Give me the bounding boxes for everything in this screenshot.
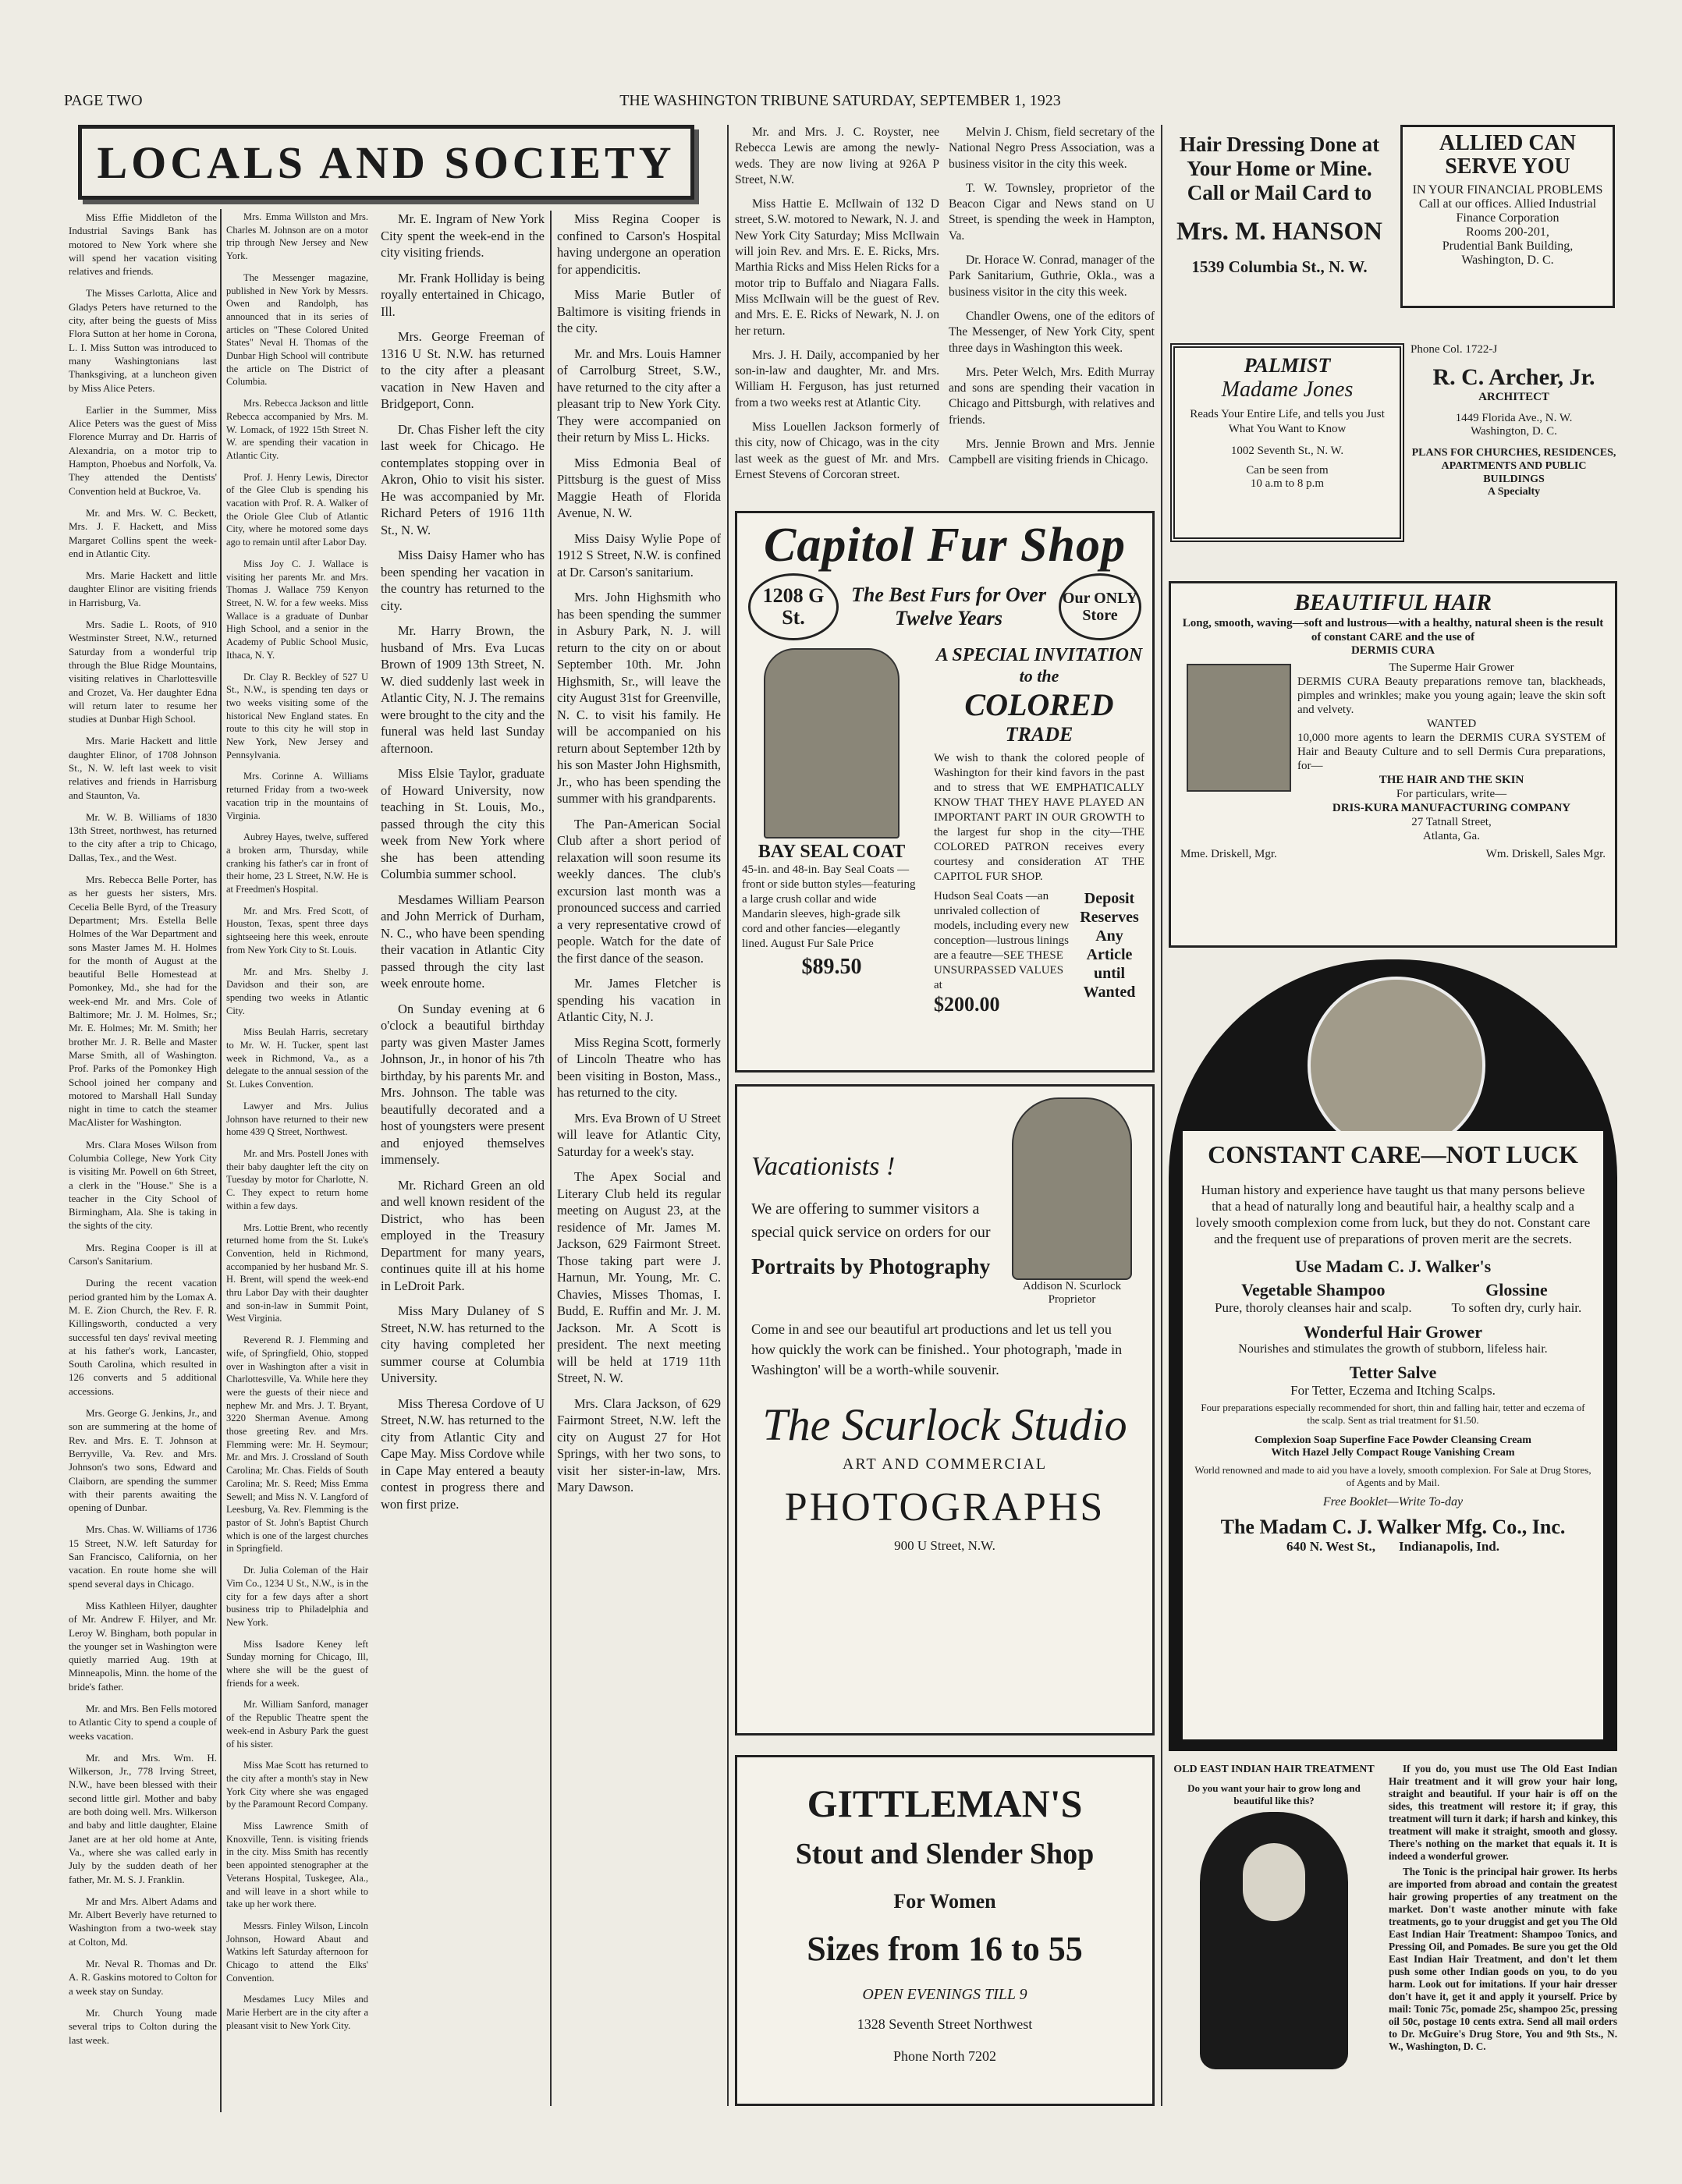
news-item: Mrs. Eva Brown of U Street will leave for Atlantic City, Saturday for a week's stay. [557, 1110, 721, 1159]
news-item: Miss Beulah Harris, secretary to Mr. W. H. Tucker, spent last week in Richmond, Va., as a delegate to the annual session of the St. Lukes Convention. [226, 1026, 368, 1090]
archer-phone: Phone Col. 1722-J [1411, 343, 1498, 356]
vacationists-heading: Vacationists ! [751, 1152, 896, 1181]
palmist-body: Reads Your Entire Life, and tells you Just What You Want to Know [1190, 408, 1385, 435]
news-item: Miss Edmonia Beal of Pittsburg is the guest of Miss Maggie Heath of Florida Avenue, N. W. [557, 455, 721, 520]
invitation-colored: COLORED [964, 687, 1114, 722]
news-item: Chandler Owens, one of the editors of The Messenger, of New York City, spent three days in Washington this week. [949, 309, 1155, 355]
news-item: Earlier in the Summer, Miss Alice Peters was the guest of Miss Florence Murray and Dr. Harris of Alexandria, on a motor trip to Hampton, Phoebus and Norfolk, Va. They attended the Dentists' Convention held at Buckroe, Va. [69, 403, 217, 497]
allied-ad [1400, 125, 1615, 308]
news-item: Mr. Frank Holliday is being royally entertained in Chicago, Ill. [381, 270, 545, 319]
dermis-cura-agents: 10,000 more agents to learn the DERMIS CURA SYSTEM of Hair and Beauty Culture and to sell Dermis Cura preparations, for— [1297, 732, 1606, 772]
news-item: Dr. Chas Fisher left the city last week for Chicago. He contemplates stopping over in Akron, Ohio to visit his sister. He was accompanied by Mr. Richard Peters of 1916 11th St., N. W. [381, 421, 545, 537]
news-item: Mr. and Mrs. Postell Jones with their baby daughter left the city on Tuesday by motor for Charlotte, N. C. They expect to return home within a few days. [226, 1148, 368, 1211]
palmist-ad [1170, 343, 1404, 542]
news-item: Mr. William Sanford, manager of the Republic Theatre spent the week-end in Asbury Park the guest of his sister. [226, 1699, 368, 1750]
news-item: Mr. Harry Brown, the husband of Mrs. Eva Lucas Brown of 1909 13th Street, N. W. died suddenly last week in Atlantic City, N. J. The remains were brought to the city and the funeral was held last Sunday afternoon. [381, 623, 545, 756]
news-item: Mrs. Marie Hackett and little daughter Elinor, of 1708 Johnson St., N. W. left last week to visit relatives and friends in Harrisburg and Staunton, Va. [69, 735, 217, 801]
dermis-cura-wanted: WANTED [1426, 718, 1477, 730]
hudson-description: Hudson Seal Coats —an unrivaled collection of models, including every new conception—lustrous linings are a feautre—SEE THESE UNSURPASSED VALUES at [934, 890, 1070, 991]
gittlemans-hours: OPEN EVENINGS TILL 9 [862, 1986, 1027, 2003]
news-item: On Sunday evening at 6 o'clock a beautiful birthday party was given Master James Johnson, Jr., in honor of his 7th birthday, by his parents Mr. and Mrs. Johnson. The table was beautifully decorated and a host of youngsters were present and enjoyed themselves immensely. [381, 1001, 545, 1167]
dermis-cura-body: DERMIS CURA Beauty preparations remove tan, blackheads, pimples and wrinkles; make you young again; leave the skin soft and velvety. [1297, 675, 1606, 716]
palmist-name: Madame Jones [1221, 378, 1354, 402]
news-item: Dr. Horace W. Conrad, manager of the Park Sanitarium, Guthrie, Okla., was a business visitor in the city this week. [949, 254, 1155, 299]
allied-title: ALLIED CAN SERVE YOU [1439, 131, 1577, 179]
news-item: Mrs. Chas. W. Williams of 1736 15 Street, N.W. left Saturday for San Francisco, California, on her vacation. En route home she will spend several days in Chicago. [69, 1523, 217, 1590]
news-item: Miss Regina Scott, formerly of Lincoln Theatre who has been visiting in Boston, Mass., has returned to the city. [557, 1034, 721, 1100]
news-item: Aubrey Hayes, twelve, suffered a broken arm, Thursday, while cranking his father's car in front of their home, 23 L Street, N.W. He is at Freedmen's Hospital. [226, 831, 368, 895]
hudson-price: $200.00 [934, 993, 1000, 1016]
long-hair-illustration [1200, 1812, 1348, 2069]
invitation-to: to the [1019, 666, 1059, 686]
news-item: Mr. W. B. Williams of 1830 13th Street, northwest, has returned to the city after a trip to Chicago, Dallas, Tex., and the West. [69, 810, 217, 863]
beautiful-hair-intro: Long, smooth, waving—soft and lustrous—with a healthy, natural sheen is the result of constant CARE and the use of [1182, 617, 1604, 644]
news-item: Prof. J. Henry Lewis, Director of the Glee Club is spending his vacation with Prof. R. A. Walker of the Oriole Glee Club of Atlantic City, where he motored some days ago to remain until after Labor Day. [226, 471, 368, 548]
news-item: Mr. Church Young made several trips to Colton during the last week. [69, 2006, 217, 2046]
dermis-cura-particulars: For particulars, write— [1396, 788, 1507, 800]
walker-address: 640 N. West St., [1286, 1539, 1375, 1554]
east-indian-question: Do you want your hair to grow long and beautiful like this? [1187, 1782, 1361, 1806]
gittlemans-title: GITTLEMAN'S [807, 1782, 1083, 1825]
east-indian-title: OLD EAST INDIAN HAIR TREATMENT [1173, 1764, 1375, 1775]
news-item: Miss Joy C. J. Wallace is visiting her parents Mr. and Mrs. Thomas J. Wallace 759 Kenyon Street, N. W. for a few weeks. Miss Wallace is a graduate of Dunbar High School, and a senior in the Academy of Public School Music, Ithaca, N. Y. [226, 558, 368, 661]
dermis-cura-city: Atlanta, Ga. [1423, 830, 1480, 842]
news-item: Miss Louellen Jackson formerly of this city, now of Chicago, was in the city last week as the guest of Mr. and Mrs. Ernest Stevens of Corcoran street. [735, 420, 939, 481]
dermis-cura-company: DRIS-KURA MANUFACTURING COMPANY [1332, 802, 1571, 814]
news-item: Mrs. Clara Jackson, of 629 Fairmont Street, N.W. left the city on August 27 for Hot Springs, with her two sons, to visit her sister-in-law, Mrs. Mary Dawson. [557, 1395, 721, 1494]
walker-body: Human history and experience have taught us that many persons believe that a head of naturally long and beautiful hair, a healthy scalp and a lovely smooth complexion come from luck, but they do not. Constant care and the frequent use of preparations of proven merit are the secrets. [1195, 1182, 1591, 1246]
fur-shop-title: Capitol Fur Shop [764, 519, 1126, 572]
fur-shop-slogan: The Best Furs for Over Twelve Years [851, 583, 1046, 629]
news-item: Mesdames Lucy Miles and Marie Herbert are in the city after a pleasant visit to New York City. [226, 1994, 368, 2031]
hanson-address: 1539 Columbia St., N. W. [1191, 257, 1368, 276]
palmist-hours: 10 a.m to 8 p.m [1250, 477, 1325, 490]
archer-address: 1449 Florida Ave., N. W. [1455, 412, 1573, 424]
capitol-fur-shop-ad [735, 511, 1155, 1072]
news-item: Mr. James Fletcher is spending his vacation in Atlantic City, N. J. [557, 976, 721, 1024]
walker-glossine-desc: To soften dry, curly hair. [1451, 1300, 1582, 1315]
archer-plans: PLANS FOR CHURCHES, RESIDENCES, APARTMENTS AND PUBLIC BUILDINGS [1411, 447, 1616, 485]
palmist-address: 1002 Seventh St., N. W. [1230, 445, 1344, 457]
walker-grower: Wonderful Hair Grower [1304, 1322, 1482, 1342]
walker-four: Four preparations especially recommended for short, thin and falling hair, tetter and eczema of the scalp. Sent as trial treatment for $1.50. [1201, 1402, 1585, 1426]
east-indian-body: If you do, you must use The Old East Indian Hair treatment and it will grow your hair long, straight and beautiful. If your hair is off on the sides, this treatment will restore it; if gray, this treatment will turn it dark; if harsh and kinkey, this treatment will make it straight, smooth and glossy. There's nothing on the market that equals it. It is indeed a wonderful grower. [1389, 1763, 1617, 1862]
gittlemans-for: For Women [893, 1890, 996, 1913]
driskell-portrait [1187, 664, 1291, 792]
invitation-headline: A SPECIAL INVITATION [935, 645, 1143, 665]
news-item: Mrs. Emma Willston and Mrs. Charles M. Johnson are on a motor trip through New Jersey and New York. [226, 211, 368, 262]
news-item: Mrs. Corinne A. Williams returned Friday from a two-week vacation trip in the mountains of Virginia. [226, 771, 368, 821]
dermis-cura-street: 27 Tatnall Street, [1411, 816, 1492, 828]
madam-walker-portrait [1308, 977, 1485, 1154]
walker-glossine: Glossine [1485, 1280, 1548, 1299]
walker-company: The Madam C. J. Walker Mfg. Co., Inc. [1220, 1516, 1566, 1538]
studio-photographs: PHOTOGRAPHS [784, 1485, 1105, 1530]
news-item: Miss Isadore Keney left Sunday morning for Chicago, Ill, where she will be the guest of friends for a week. [226, 1638, 368, 1689]
dermis-cura-tagline: The Superme Hair Grower [1389, 661, 1514, 674]
news-item: Miss Kathleen Hilyer, daughter of Mr. Andrew F. Hilyer, and Mr. Leroy W. Bingham, both popular in the younger set in Washington were quietly married Aug. 19th at Minneapolis, Minn. the home of the bride's father. [69, 1599, 217, 1693]
hanson-name: Mrs. M. HANSON [1176, 218, 1382, 246]
archer-ad [1411, 343, 1617, 542]
allied-building: Prudential Bank Building, [1442, 239, 1574, 253]
allied-sub: IN YOUR FINANCIAL PROBLEMS [1412, 183, 1603, 197]
scurlock-intro: We are offering to summer visitors a special quick service on orders for our [751, 1200, 991, 1241]
news-item: Dr. Clay R. Beckley of 527 U St., N.W., is spending ten days or two weeks visiting some of the historical New England states. En route to this city he will stop in New York, New Jersey and Pennsylvania. [226, 671, 368, 760]
news-item: Mr. and Mrs. Wm. H. Wilkerson, Jr., 778 Irving Street, N.W., have been blessed with their second little girl. Mother and baby are both doing well. Mrs. Wilkerson and baby and little daughter, Elaine Janet are at her old home at Ante, Va., where she was called early in July by the sudden death of her father, Mr. M. S. J. Franklin. [69, 1751, 217, 1885]
news-item: Mrs. John Highsmith who has been spending the summer in Asbury Park, N. J. will return to the city on or about September 10th. Mr. John Highsmith, Sr., will leave the city August 31st for Greenville, N. C. to visit his family. He will be accompanied on his return about September 12th by his son Master John Highsmith, Jr., who has been spending the summer with his grandparents. [557, 590, 721, 806]
proprietor-name: Addison N. Scurlock [1022, 1280, 1122, 1292]
news-item: During the recent vacation period granted him by the Lomax A. M. E. Zion Church, the Rev. F. R. Killingsworth, conducted a very successful ten days' revival meeting at his father's work, Lancaster, South Carolina, which resulted in 126 converts and 5 additional accessions. [69, 1277, 217, 1397]
news-item: T. W. Townsley, proprietor of the Beacon Cigar and News stand on U Street, is spending the week in Hampton, Va. [949, 181, 1155, 243]
news-item: Mrs. Jennie Brown and Mrs. Jennie Campbell are visiting friends in Chicago. [949, 438, 1155, 467]
masthead [64, 92, 1616, 115]
news-item: Messrs. Finley Wilson, Lincoln Johnson, Howard Abaut and Watkins left Saturday afternoon for Chicago to attend the Elks' Convention. [226, 1920, 368, 1984]
archer-role: ARCHITECT [1478, 391, 1549, 403]
allied-rooms: Rooms 200-201, [1466, 225, 1549, 239]
walker-products-1: Complexion Soap Superfine Face Powder Cleansing Cream [1254, 1434, 1531, 1446]
fur-shop-address: 1208 G St. [748, 573, 839, 640]
proprietor-role: Proprietor [1048, 1293, 1096, 1306]
east-indian-hair-ad [1169, 1763, 1617, 2106]
gittlemans-subtitle: Stout and Slender Shop [795, 1838, 1095, 1870]
news-item: The Misses Carlotta, Alice and Gladys Peters have returned to the city, after being the guests of Miss Flora Sutton at her home in Corona, L. I. Miss Sutton was introduced to many Washingtonians last Thanksgiving, at a luncheon given by Miss Alice Peters. [69, 287, 217, 394]
news-item: Miss Daisy Wylie Pope of 1912 S Street, N.W. is confined at Dr. Carson's sanitarium. [557, 530, 721, 580]
walker-use: Use Madam C. J. Walker's [1294, 1257, 1492, 1276]
news-item: Dr. Julia Coleman of the Hair Vim Co., 1234 U St., N.W., is in the city for a few days after a short business trip to Philadelphia and New York. [226, 1565, 368, 1628]
news-item: Miss Daisy Hamer who has been spending her vacation in the country has returned to the city. [381, 548, 545, 613]
studio-art: ART AND COMMERCIAL [842, 1455, 1048, 1473]
news-item: Lawyer and Mrs. Julius Johnson have returned to their new home 439 Q Street, Northwest. [226, 1100, 368, 1138]
page-number: PAGE TWO [64, 92, 143, 109]
news-item: Mrs. George Freeman of 1316 U St. N.W. has returned to the city after a pleasant vacation in New Haven and Bridgeport, Conn. [381, 329, 545, 411]
portraits-heading: Portraits by Photography [751, 1255, 991, 1279]
hanson-ad [1170, 133, 1389, 351]
news-item: Mrs. Clara Moses Wilson from Columbia College, New York City is visiting Mr. Powell on 6th Street, a clerk in the "House." She is a teacher in the City School of Birmingham, Ala. She is taking in the sights of the city. [69, 1138, 217, 1232]
beautiful-hair-ad [1169, 581, 1617, 948]
news-item: Mr. E. Ingram of New York City spent the week-end in the city visiting friends. [381, 211, 545, 260]
gittlemans-sizes: Sizes from 16 to 55 [807, 1930, 1083, 1968]
news-item: Mrs. Peter Welch, Mrs. Edith Murray and sons are spending their vacation in Chicago and Pittsburgh, with relatives and friends. [949, 365, 1155, 427]
news-item: Miss Mary Dulaney of S Street, N.W. has returned to the city having completed her summer course at Columbia University. [381, 1303, 545, 1385]
news-item: Reverend R. J. Flemming and wife, of Springfield, Ohio, stopped over in Washington after a visit in Charlottesville, Va. While here they were the guests of their niece and nephew Mr. and Mrs. J. T. Bryant, 3220 Sherman Avenue. Among those greeting Rev. and Mrs. Flemming were: Mr. H. Seymour; Mr. and Mrs. J. Crossland of South Carolina; Mr. Chas. Fields of South Carolina; Mr. S. Reed; Miss Emma Sewell; and Miss N. V. Langford of Leesburg, Va. Rev. Flemming is the pastor of St. John's Baptist Church which is one of the largest churches in Springfield. [226, 1335, 368, 1555]
newspaper-title: THE WASHINGTON TRIBUNE SATURDAY, SEPTEMBER 1, 1923 [619, 92, 1061, 109]
news-item: Miss Theresa Cordove of U Street, N.W. has returned to the city from Atlantic City and Cape May. Miss Cordove while in Cape May entered a beauty contest in progress there and won first prize. [381, 1395, 545, 1512]
hanson-text: Hair Dressing Done at Your Home or Mine. Call or Mail Card to [1179, 133, 1380, 204]
walker-ad [1169, 959, 1617, 1751]
column-5 [949, 125, 1155, 491]
fur-coat-illustration [764, 648, 900, 838]
palmist-title: PALMIST [1244, 354, 1331, 377]
column-1 [69, 211, 217, 2106]
news-item: Miss Marie Butler of Baltimore is visiting friends in the city. [557, 287, 721, 335]
news-item: Mrs. Marie Hackett and little daughter Elinor are visiting friends in Harrisburg, Va. [69, 569, 217, 608]
invitation-trade: TRADE [1005, 723, 1073, 746]
walker-booklet: Free Booklet—Write To-day [1322, 1495, 1464, 1509]
beautiful-hair-title: BEAUTIFUL HAIR [1293, 590, 1492, 615]
news-item: The Messenger magazine, published in New York by Messrs. Owen and Randolph, has announced that in its series of articles on "These Colored United States" Neval H. Thomas of the Dunbar High School will contribute the article on The District of Columbia. [226, 271, 368, 388]
dermis-cura-product: DERMIS CURA [1350, 644, 1435, 657]
gittlemans-address: 1328 Seventh Street Northwest [857, 2016, 1033, 2032]
studio-name: The Scurlock Studio [762, 1399, 1127, 1450]
column-rule [220, 209, 222, 2112]
column-4 [735, 125, 939, 491]
archer-specialty: A Specialty [1487, 486, 1541, 498]
walker-city: Indianapolis, Ind. [1398, 1539, 1499, 1554]
fur-shop-badge: Our ONLY Store [1059, 573, 1141, 640]
news-item: The Pan-American Social Club after a short period of relaxation will soon resume its weekly dances. The club's excursion last month was a pronounced success and carried a very representative crowd of people. Watch for the date of the first dance of the season. [557, 816, 721, 966]
coat-title: BAY SEAL COAT [758, 842, 906, 862]
news-item: The Apex Social and Literary Club held its regular meeting on August 23, at the residence of Mr. James M. Jackson, 629 Fairmont Street. Those taking part were J. Harnun, Mr. Young, Mr. C. Chavies, Misses Thomas, I. Budd, E. Ruffin and Mr. J. M. Jackson. Mr. A Scott is president. The next meeting will be held at 1719 11th Street, N. W. [557, 1169, 721, 1385]
walker-shampoo: Vegetable Shampoo [1241, 1280, 1386, 1299]
news-item: Mr. and Mrs. Ben Fells motored to Atlantic City to spend a couple of weeks vacation. [69, 1702, 217, 1742]
coat-description: 45-in. and 48-in. Bay Seal Coats —front or side button styles—featuring a large crush collar and wide Mandarin sleeves, high-grade silk cord and other fancies—elegantly lined. August Fur Sale Price [742, 863, 916, 950]
proprietor-portrait [1012, 1097, 1132, 1280]
studio-address: 900 U Street, N.W. [894, 1538, 995, 1553]
coat-price: $89.50 [801, 955, 862, 979]
dermis-cura-mgr: Mme. Driskell, Mgr. [1180, 848, 1277, 860]
allied-body: Call at our offices. Allied Industrial Finance Corporation [1418, 197, 1597, 225]
dermis-cura-sales-mgr: Wm. Driskell, Sales Mgr. [1485, 848, 1606, 860]
dermis-cura-hairskin: THE HAIR AND THE SKIN [1379, 774, 1524, 786]
walker-tetter-desc: For Tetter, Eczema and Itching Scalps. [1290, 1383, 1496, 1398]
news-item: Mrs. Lottie Brent, who recently returned home from the St. Luke's Convention, held in Richmond, accompanied by her husband Mr. S. H. Brent, will spend the week-end thru Labor Day with their daughter and son-in-law in Summit Point, West Virginia. [226, 1221, 368, 1324]
news-item: Mrs. J. H. Daily, accompanied by her son-in-law and daughter, Mr. and Mrs. William H. Ferguson, has just returned from a two weeks rest at Atlantic City. [735, 348, 939, 410]
section-heading-box [78, 125, 694, 200]
east-indian-body-2: The Tonic is the principal hair grower. Its herbs are imported from abroad and contain the greatest hair growing properties of any treatment on the market. Don't waste another minute with fake treatments, go to your druggist and get you The Old East Indian Hair Treatment: Shampoo Tonics, and Pressing Oil, and Pomades. Be sure you get the Old East Indian Hair Treatment, and don't let them push some other Indian goods on you, to do you harm. Look out for imitations. If your hair dresser don't have it, get it and apply it yourself. Price by mail: Tonic 75c, pomade 25c, shampoo 25c, pressing oil 50c, postage 10 cents extra. Send all mail orders to Dr. McGuire's Drug Store, You and 9th Sts., N. W., Washington, D. C. [1389, 1866, 1617, 2052]
news-item: Mr. and Mrs. W. C. Beckett, Mrs. J. F. Hackett, and Miss Margaret Collins spent the week-end in Atlantic City. [69, 506, 217, 559]
news-item: Mr. and Mrs. J. C. Royster, nee Rebecca Lewis are among the newly-weds. They are now living at 926A P Street, N.W. [735, 126, 939, 186]
news-item: Mrs. Rebecca Jackson and little Rebecca accompanied by Mrs. M. W. Lomack, of 1922 15th Street N. W. are spending their vacation in Atlantic City. [226, 398, 368, 461]
news-item: Mr. and Mrs. Shelby J. Davidson and their son, are spending two weeks in Atlantic City. [226, 966, 368, 1016]
gittlemans-phone: Phone North 7202 [893, 2048, 996, 2064]
walker-grower-desc: Nourishes and stimulates the growth of stubborn, lifeless hair. [1238, 1342, 1548, 1356]
scurlock-studio-ad [735, 1084, 1155, 1736]
news-item: Miss Effie Middleton of the Industrial Savings Bank has motored to New York where she will spend her vacation visiting relatives and friends. [69, 211, 217, 278]
news-item: Mesdames William Pearson and John Merrick of Durham, N. C., who have been spending their vacation in Atlantic City passed through the city last week enroute home. [381, 892, 545, 991]
deposit-notice: Deposit Reserves Any Article until Wanted [1080, 890, 1139, 1001]
archer-name: R. C. Archer, Jr. [1432, 364, 1595, 390]
archer-city: Washington, D. C. [1471, 425, 1557, 438]
walker-products-2: Witch Hazel Jelly Compact Rouge Vanishing Cream [1271, 1447, 1515, 1459]
news-item: Mr. Neval R. Thomas and Dr. A. R. Gaskins motored to Colton for a week stay on Sunday. [69, 1958, 217, 1997]
face-illustration [1243, 1843, 1305, 1921]
column-3 [381, 211, 721, 2106]
column-rule [727, 125, 729, 2106]
column-2 [226, 211, 368, 2106]
news-item: Mr. and Mrs. Louis Hamner of Carrolburg Street, S.W., have returned to the city after a pleasant trip to New York City. They were accompanied on their return by Miss L. Hicks. [557, 346, 721, 445]
news-item: Miss Elsie Taylor, graduate of Howard University, now teaching in St. Louis, Mo., passed through the city this week from New York where she has been attending Columbia summer school. [381, 766, 545, 881]
news-item: Mrs. Regina Cooper is ill at Carson's Sanitarium. [69, 1241, 217, 1268]
section-title: LOCALS AND SOCIETY [97, 136, 676, 188]
news-item: Mrs. Rebecca Belle Porter, has as her guests her sisters, Mrs. Cecelia Belle Byrd, of the Treasury Department; Mrs. Estella Belle Holmes of the War Department and sons Master James M. H. Holmes for the month of August at the beautiful Belle Homestead at Pomonkey, Md., she had for the week-end Mr. and Mrs. Cole of Baltimore; Mr. J. M. Holmes, Sr.; Mr. E. Holmes; Mr. M. Smith; her brother Mr. J. R. Belle and Master Marse Smith, all of Washington. Prof. Parks of the Pomonkey High School joined her company and motored to Marshall Hall Sunday night in time to catch the steamer MacAlister for Washington. [69, 874, 217, 1129]
news-item: Mr. and Mrs. Fred Scott, of Houston, Texas, spent three days sightseeing here this week, enroute from New York City to St. Louis. [226, 905, 368, 956]
news-item: Mrs. Sadie L. Roots, of 910 Westminster Street, N.W., returned Saturday from a wonderful trip through the Blue Ridge Mountains, visiting relatives in Charlottesville and Crozet, Va. Her daughter Edna will return later to resume her studies at Dunbar High School. [69, 619, 217, 725]
walker-shampoo-desc: Pure, thoroly cleanses hair and scalp. [1215, 1300, 1412, 1315]
news-item: Mr and Mrs. Albert Adams and Mr. Albert Beverly have returned to Washington from a two-week stay at Colton, Md. [69, 1895, 217, 1948]
palmist-seen: Can be seen from [1246, 464, 1329, 477]
news-item: Miss Lawrence Smith of Knoxville, Tenn. is visiting friends in the city. Miss Smith has recently been appointed stenographer at the Veterans Hospital, Tuskegee, Ala., and will leave in a short while to take up her work there. [226, 1821, 368, 1910]
allied-city: Washington, D. C. [1461, 254, 1554, 267]
news-item: Mrs. George G. Jenkins, Jr., and son are summering at the home of Rev. and Mrs. E. T. Johnson at Berryville, Va. Rev. and Mrs. Johnson's two sons, Edward and Claiborn, are spending the summer with their parents awaiting the opening of Dunbar. [69, 1407, 217, 1514]
news-item: Melvin J. Chism, field secretary of the National Negro Press Association, was a business visitor in the city this week. [949, 126, 1155, 171]
walker-renown: World renowned and made to aid you have a lovely, smooth complexion. For Sale at Drug Stores, of Agents and by Mail. [1194, 1464, 1592, 1488]
news-item: Miss Hattie E. McIlwain of 132 D street, S.W. motored to Newark, N. J. and New York City Saturday; Miss McIlwain will join Rev. and Mrs. E. E. Ricks, Mrs. Marthia Ricks and Miss Helen Ricks for a motor trip to Buffalo and Niagara Falls. Miss McIlwain will be the guest of Rev. and Mrs. E. E. Ricks of Newark, N. J. on her return. [735, 197, 939, 338]
column-rule [1161, 125, 1162, 2106]
walker-title: CONSTANT CARE—NOT LUCK [1208, 1140, 1578, 1168]
gittlemans-ad [735, 1755, 1155, 2106]
fur-shop-body: We wish to thank the colored people of Washington for their kind favors in the past and to stress that WE EMPHATICALLY KNOW THAT THEY HAVE PLAYED AN IMPORTANT PART IN OUR GROWTH to the largest fur shop in the city—THE COLORED PATRON receives every courtesy and consideration AT THE CAPITOL FUR SHOP. [934, 752, 1144, 883]
news-item: Miss Regina Cooper is confined to Carson's Hospital having undergone an operation for appendicitis. [557, 211, 721, 277]
walker-tetter: Tetter Salve [1349, 1363, 1437, 1382]
scurlock-body: Come in and see our beautiful art productions and let us tell you how quickly the work can be finished.. Your photograph, 'made in Washington' will be a worth-while souvenir. [751, 1321, 1123, 1377]
news-item: Mr. Richard Green an old and well known resident of the District, who has been employed in the Treasury Department for many years, continues quite ill at his home in LeDroit Park. [381, 1177, 545, 1293]
news-item: Miss Mae Scott has returned to the city after a month's stay in New York City where she was engaged by the Paramount Record Company. [226, 1760, 368, 1810]
